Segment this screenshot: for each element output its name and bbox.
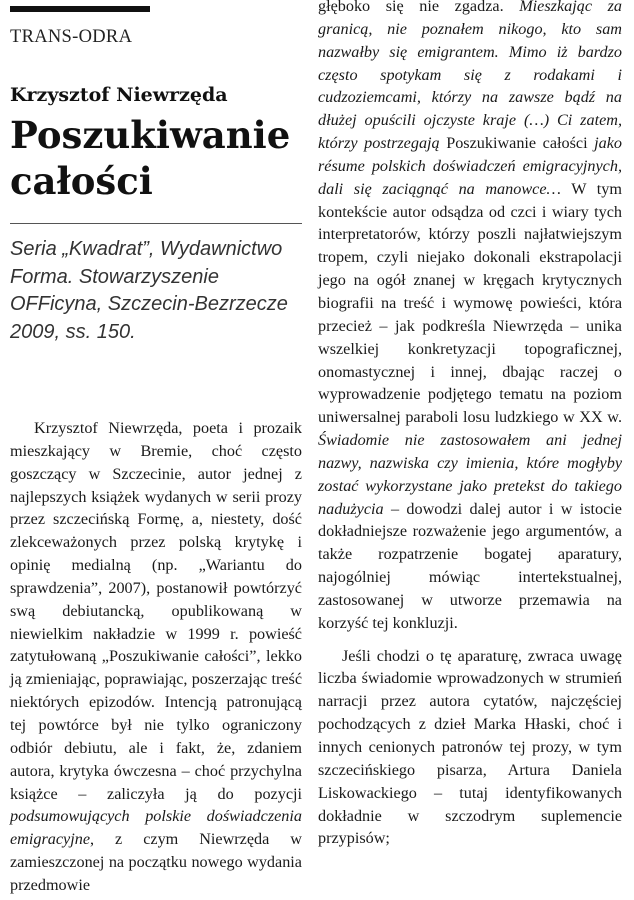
text-run: głęboko się nie zgadza.	[318, 0, 520, 15]
text-run: , z czym Niewrzęda w zamieszczonej na początku nowego wydania przedmowie	[10, 830, 302, 894]
article-body-right	[318, 0, 622, 850]
italic-text-run: podsumowujących polskie doświadczenia emigracyjne	[10, 807, 302, 849]
text-run: – dowodzi dalej autor i w istocie dokładniejsze rozważenie jego argumentów, a także rozpatrzenie bogatej aparatury, najogólniej mówiąc intertekstualnej, zastosowanej w utworze przemawia na korzyść tej konkluzji.	[318, 499, 622, 632]
section-tag: TRANS-ODRA	[10, 27, 133, 47]
text-run: W tym kontekście autor odsądza od czci i wiary tych interpretatorów, którzy poszli najłatwiejszym tropem, czyli niejako dokonali ekstrapolacji jego na ogół znanej w kręgach krytycznych biografii na treść i wymowę powieści, która przecież – jak podkreśla Niewrzęda – unika wszelkiej konkretyzacji topograficznej, onomastycznej i innej, dbając raczej o wyprowadzenie podjętego tematu na poziom uniwersalnej paraboli losu ludzkiego w XX w.	[318, 179, 622, 427]
section-rule	[10, 6, 150, 12]
quote-text-run: Mieszkając za granicą, nie poznałem nikogo, kto sam nazwałby się emigrantem. Mimo iż bardzo często spotykam się z rodakami i cudzoziemcami, którzy na zawsze bądź na dłużej opuścili ojczyste kraje (…) Ci zatem, którzy postrzegają	[318, 0, 622, 153]
text-run: Poszukiwanie całości	[446, 134, 588, 153]
review-author: Krzysztof Niewrzęda	[10, 84, 228, 106]
title-divider	[10, 223, 302, 224]
article-body-left	[10, 417, 302, 897]
paragraph: Jeśli chodzi o tę aparaturę, zwraca uwagę liczba świadomie wprowadzonych w strumień narracji przez autora cytatów, najczęściej pochodzących z dzieł Marka Hłaski, choć i innych cenionych patronów tej prozy, w tym szczecińskiego pisarza, Artura Daniela Liskowackiego – tutaj identyfikowanych dokładnie w szczodrym suplemencie przypisów;	[318, 646, 622, 848]
quote-text-run: jako résume polskich doświadczeń emigracyjnych, dali się zaciągnąć na manowce…	[318, 134, 623, 198]
book-title: Poszukiwanie całości	[10, 113, 291, 203]
text-run: Krzysztof Niewrzęda, poeta i prozaik mieszkający w Bremie, choć często goszczący w Szczecinie, autor jednej z najlepszych książek wydanych w serii prozy przez szczecińską Formę, a, niestety, dość zlekceważonych przez polską krytykę i opinię medialną (np. „Wariantu do sprawdzenia”, 2007), postanowił powtórzyć swą debiutancką, opublikowaną w niewielkim nakładzie w 1999 r. powieść zatytułowaną „Poszukiwanie całości”, lekko ją zmieniając, poprawiając, poszerzając treść niektórych epizodów. Intencją patronującą tej powtórce był nie tylko ograniczony odbiór debiutu, ale i fakt, że, zdaniem autora, krytyka ówczesna – choć przychylna książce – zaliczyła ją do pozycji	[10, 419, 302, 803]
paragraph	[318, 0, 622, 635]
paragraph	[10, 417, 302, 897]
bibliographic-note: Seria „Kwadrat”, Wydawnictwo Forma. Stowarzyszenie OFFicyna, Szczecin-Bezrzecze 2009, ss. 150.	[10, 238, 288, 343]
quote-text-run: Świadomie nie zastosowałem ani jednej nazwy, nazwiska czy imienia, które mogłyby zostać wykorzystane jako pretekst do takiego nadużycia	[318, 431, 622, 518]
